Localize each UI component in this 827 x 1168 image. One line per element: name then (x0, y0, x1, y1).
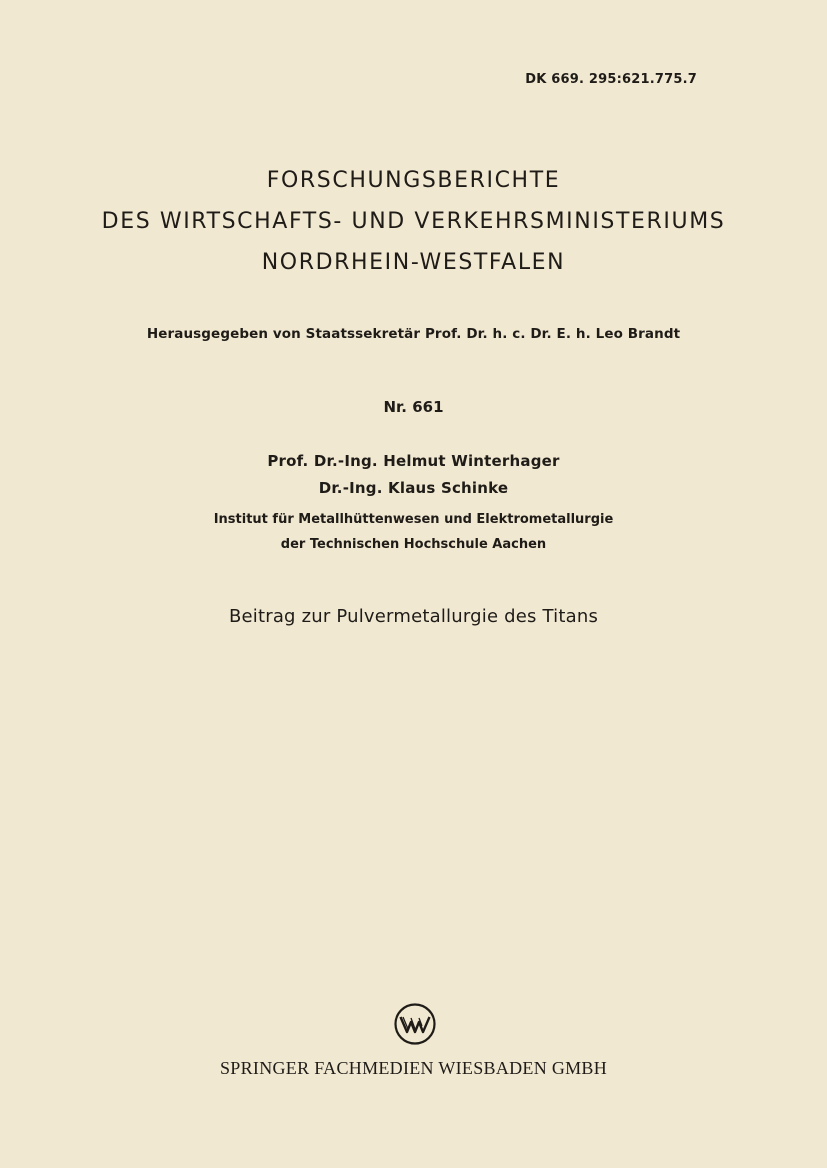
institute-line-2: der Technischen Hochschule Aachen (280, 537, 547, 552)
report-number: Nr. 661 (383, 398, 444, 416)
book-title: Beitrag zur Pulvermetallurgie des Titans (228, 606, 599, 627)
series-title-line-1: FORSCHUNGSBERICHTE (266, 168, 561, 193)
springer-vw-logo-icon (393, 1002, 437, 1046)
author-2: Dr.-Ing. Klaus Schinke (318, 479, 509, 497)
author-1: Prof. Dr.-Ing. Helmut Winterhager (267, 452, 560, 470)
publisher-name: SPRINGER FACHMEDIEN WIESBADEN GMBH (219, 1058, 608, 1078)
classification-number: DK 669. 295:621.775.7 (525, 72, 697, 87)
series-title-line-3: NORDRHEIN-WESTFALEN (261, 250, 566, 275)
series-title-line-2: DES WIRTSCHAFTS- UND VERKEHRSMINISTERIUMS (101, 209, 726, 234)
editor-line: Herausgegeben von Staatssekretär Prof. Dr. h. c. Dr. E. h. Leo Brandt (146, 326, 681, 342)
institute-line-1: Institut für Metallhüttenwesen und Elektrometallurgie (213, 512, 614, 527)
